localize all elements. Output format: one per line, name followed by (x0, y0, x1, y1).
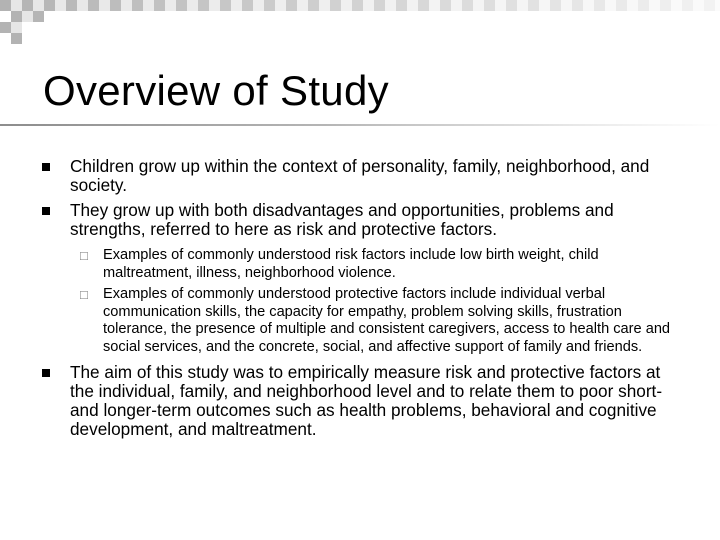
checker-square (22, 0, 33, 11)
checker-square (143, 0, 154, 11)
checker-square (286, 0, 297, 11)
bullet-item (0, 363, 720, 439)
checker-square (231, 0, 242, 11)
checker-square (473, 0, 484, 11)
sub-bullet-item (0, 286, 720, 356)
checker-square (11, 22, 22, 33)
checker-square (66, 0, 77, 11)
checker-square (55, 0, 66, 11)
checker-square (198, 0, 209, 11)
sub-bullet-text: Examples of commonly understood protective factors include individual verbal communication skills, the capacity for empathy, problem solving skills, frustration tolerance, the presence of multiple and consistent caregivers, access to health care and social services, and the concrete, social, and affective support of family and friends. (103, 286, 671, 355)
square-bullet-icon (42, 369, 50, 377)
checker-square (264, 0, 275, 11)
checker-square (429, 0, 440, 11)
checker-row (11, 33, 22, 44)
checker-square (704, 0, 715, 11)
checker-square (33, 0, 44, 11)
checker-square (715, 0, 720, 11)
checker-square (220, 0, 231, 11)
checker-square (11, 11, 22, 22)
bullet-item (0, 201, 720, 239)
checker-square (682, 0, 693, 11)
checker-square (649, 0, 660, 11)
square-bullet-icon (42, 207, 50, 215)
hollow-checkbox-icon: □ (80, 287, 88, 303)
checker-square (462, 0, 473, 11)
checker-square (99, 0, 110, 11)
checker-square (539, 0, 550, 11)
checker-square (11, 0, 22, 11)
checker-square (671, 0, 682, 11)
bullet-text: They grow up with both disadvantages and opportunities, problems and strengths, referred to here as risk and protective factors. (70, 200, 614, 239)
checker-square (22, 11, 33, 22)
checker-square (165, 0, 176, 11)
checker-square (0, 0, 11, 11)
checker-square (385, 0, 396, 11)
checker-square (638, 0, 649, 11)
checker-square (88, 0, 99, 11)
checker-square (176, 0, 187, 11)
checker-square (627, 0, 638, 11)
checker-square (528, 0, 539, 11)
checker-square (44, 0, 55, 11)
checker-square (110, 0, 121, 11)
checker-square (330, 0, 341, 11)
checker-square (242, 0, 253, 11)
checker-square (154, 0, 165, 11)
checker-square (77, 0, 88, 11)
checker-square (187, 0, 198, 11)
bullet-text: Children grow up within the context of personality, family, neighborhood, and society. (70, 156, 650, 195)
square-bullet-icon (42, 163, 50, 171)
checker-square (121, 0, 132, 11)
checker-row (0, 0, 720, 11)
checker-square (616, 0, 627, 11)
bullet-list (0, 157, 720, 439)
checker-square (396, 0, 407, 11)
checker-square (550, 0, 561, 11)
checker-square (407, 0, 418, 11)
checker-square (440, 0, 451, 11)
sub-bullet-item (0, 247, 720, 282)
checker-square (451, 0, 462, 11)
checker-square (484, 0, 495, 11)
checker-square (253, 0, 264, 11)
checker-square (572, 0, 583, 11)
checker-row (0, 22, 22, 33)
checker-square (363, 0, 374, 11)
title-underline (0, 124, 720, 126)
checker-square (11, 33, 22, 44)
checker-row (11, 11, 44, 22)
checker-square (517, 0, 528, 11)
checker-square (693, 0, 704, 11)
sub-bullet-text: Examples of commonly understood risk factors include low birth weight, child maltreatment, illness, neighborhood violence. (103, 247, 599, 281)
checker-square (132, 0, 143, 11)
checker-square (275, 0, 286, 11)
checker-square (418, 0, 429, 11)
checker-square (33, 11, 44, 22)
checker-square (594, 0, 605, 11)
checker-square (352, 0, 363, 11)
checker-square (374, 0, 385, 11)
hollow-checkbox-icon: □ (80, 248, 88, 263)
checker-square (209, 0, 220, 11)
checker-square (561, 0, 572, 11)
checker-square (0, 22, 11, 33)
bullet-item (0, 157, 720, 195)
slide-title: Overview of Study (43, 67, 389, 114)
checker-decoration (0, 0, 720, 44)
checker-square (308, 0, 319, 11)
checker-square (495, 0, 506, 11)
sub-bullet-list (0, 247, 720, 357)
checker-square (583, 0, 594, 11)
checker-square (319, 0, 330, 11)
bullet-text: The aim of this study was to empirically measure risk and protective factors at the individual, family, and neighborhood level and to relate them to poor short- and longer-term outcomes such as health problems, behavioral and cognitive development, and maltreatment. (70, 361, 663, 439)
checker-square (297, 0, 308, 11)
checker-square (660, 0, 671, 11)
checker-square (605, 0, 616, 11)
checker-square (341, 0, 352, 11)
checker-square (506, 0, 517, 11)
